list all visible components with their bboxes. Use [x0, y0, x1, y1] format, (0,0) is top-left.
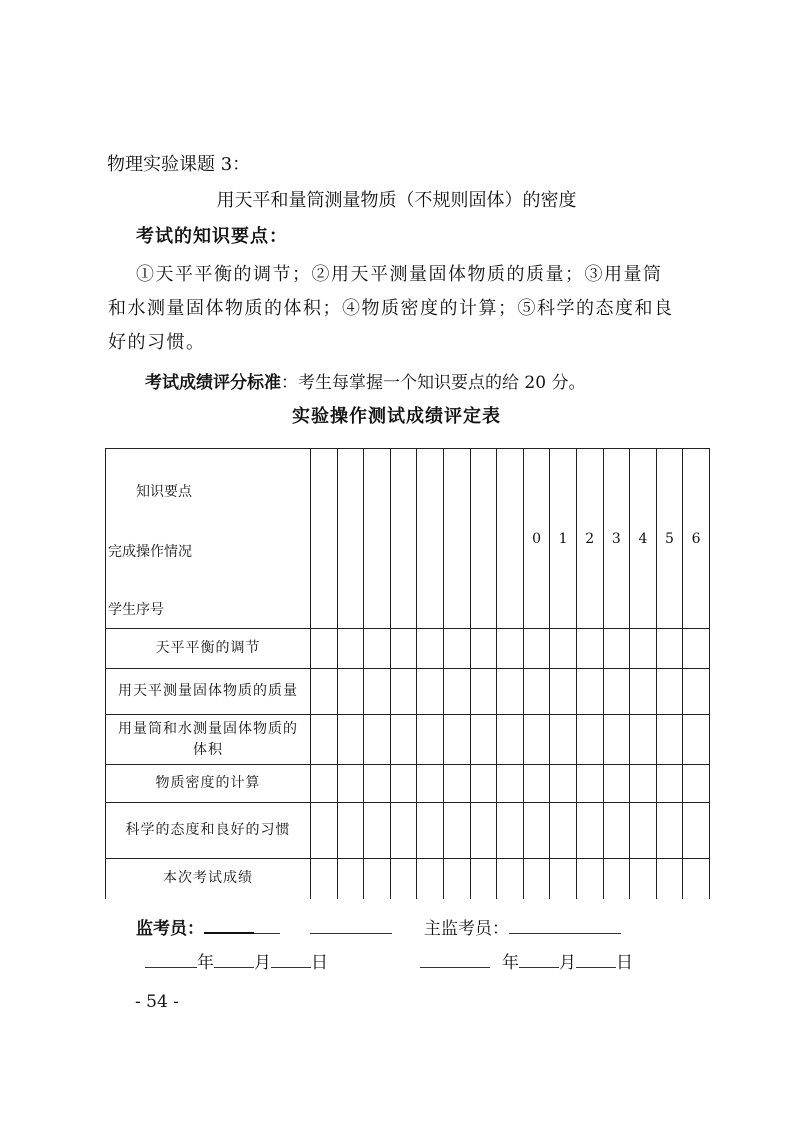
score-cell[interactable]	[630, 669, 657, 715]
chief-invigilator-label: 主监考员：	[424, 919, 509, 939]
score-cell[interactable]	[364, 629, 391, 669]
score-cell[interactable]	[630, 803, 657, 859]
score-cell[interactable]	[311, 669, 338, 715]
score-cell[interactable]	[417, 669, 444, 715]
scoring-standard-text: ：考生每掌握一个知识要点的给 20 分。	[281, 373, 586, 393]
scoring-standard	[145, 368, 585, 393]
score-cell[interactable]	[683, 715, 710, 765]
score-cell[interactable]	[390, 669, 417, 715]
day-label: 日	[311, 953, 328, 973]
table-row	[106, 803, 710, 859]
score-cell[interactable]	[364, 669, 391, 715]
score-cell[interactable]	[364, 859, 391, 899]
row-label: 科学的态度和良好的习惯	[106, 803, 311, 859]
score-cell[interactable]	[550, 803, 577, 859]
score-cell[interactable]	[523, 629, 550, 669]
month-label-2: 月	[559, 953, 576, 973]
score-cell[interactable]	[523, 765, 550, 803]
evaluation-table	[105, 448, 710, 899]
score-cell[interactable]	[656, 859, 683, 899]
student-number-cell: 1	[550, 449, 577, 629]
score-cell[interactable]	[470, 803, 497, 859]
page-number: - 54 -	[135, 992, 179, 1012]
score-cell[interactable]	[390, 629, 417, 669]
table-header-row	[106, 449, 710, 629]
score-cell[interactable]	[470, 629, 497, 669]
score-cell[interactable]	[443, 859, 470, 899]
score-cell[interactable]	[337, 803, 364, 859]
score-cell[interactable]	[656, 629, 683, 669]
doc-title: 用天平和量筒测量物质（不规则固体）的密度	[216, 190, 577, 211]
score-cell[interactable]	[470, 765, 497, 803]
month-blank[interactable]	[214, 949, 254, 968]
score-cell[interactable]	[417, 629, 444, 669]
score-cell[interactable]	[550, 629, 577, 669]
score-cell[interactable]	[497, 715, 524, 765]
score-cell[interactable]	[603, 803, 630, 859]
score-cell[interactable]	[576, 765, 603, 803]
blank-cell	[390, 449, 417, 629]
table-row	[106, 859, 710, 899]
score-cell[interactable]	[523, 715, 550, 765]
row-label: 用量筒和水测量固体物质的体积	[106, 715, 311, 765]
invigilator-label: 监考员：	[136, 919, 204, 939]
score-cell[interactable]	[630, 629, 657, 669]
score-cell[interactable]	[417, 859, 444, 899]
score-cell[interactable]	[497, 803, 524, 859]
score-cell[interactable]	[576, 803, 603, 859]
score-cell[interactable]	[603, 765, 630, 803]
score-cell[interactable]	[656, 803, 683, 859]
score-cell[interactable]	[390, 765, 417, 803]
score-cell[interactable]	[603, 669, 630, 715]
day-blank-2[interactable]	[576, 949, 616, 968]
signature-line-1	[136, 914, 621, 939]
blank-cell	[443, 449, 470, 629]
table-title: 实验操作测试成绩评定表	[292, 406, 501, 427]
student-number-cell: 3	[603, 449, 630, 629]
score-cell[interactable]	[417, 715, 444, 765]
score-cell[interactable]	[683, 629, 710, 669]
score-cell[interactable]	[576, 859, 603, 899]
score-cell[interactable]	[576, 669, 603, 715]
blank-cell	[311, 449, 338, 629]
score-cell[interactable]	[390, 859, 417, 899]
score-cell[interactable]	[364, 803, 391, 859]
day-blank[interactable]	[271, 949, 311, 968]
score-cell[interactable]	[443, 629, 470, 669]
score-cell[interactable]	[683, 765, 710, 803]
invigilator-blank-2[interactable]	[310, 915, 392, 934]
score-cell[interactable]	[390, 803, 417, 859]
score-cell[interactable]	[683, 803, 710, 859]
chief-invigilator-blank[interactable]	[509, 915, 621, 934]
score-cell[interactable]	[497, 859, 524, 899]
score-cell[interactable]	[470, 669, 497, 715]
score-cell[interactable]	[683, 669, 710, 715]
knowledge-points-heading: 考试的知识要点：	[136, 226, 288, 247]
score-cell[interactable]	[550, 669, 577, 715]
student-number-cell: 4	[630, 449, 657, 629]
score-cell[interactable]	[603, 629, 630, 669]
score-cell[interactable]	[576, 715, 603, 765]
blank-cell	[364, 449, 391, 629]
year-label: 年	[197, 953, 214, 973]
score-cell[interactable]	[603, 859, 630, 899]
year-blank-2[interactable]	[420, 949, 490, 968]
score-cell[interactable]	[576, 629, 603, 669]
table-row	[106, 765, 710, 803]
score-cell[interactable]	[337, 669, 364, 715]
score-cell[interactable]	[443, 715, 470, 765]
blank-cell	[497, 449, 524, 629]
score-cell[interactable]	[497, 765, 524, 803]
knowledge-points-line: ①天平平衡的调节；②用天平测量固体物质的质量；③用量筒	[136, 264, 663, 285]
score-cell[interactable]	[497, 629, 524, 669]
score-cell[interactable]	[523, 859, 550, 899]
row-label: 用天平测量固体物质的质量	[106, 669, 311, 715]
score-cell[interactable]	[656, 765, 683, 803]
invigilator-blank[interactable]	[204, 914, 254, 934]
knowledge-points-line: 和水测量固体物质的体积；④物质密度的计算；⑤科学的态度和良	[108, 298, 674, 319]
student-number-cell: 5	[656, 449, 683, 629]
score-cell[interactable]	[683, 859, 710, 899]
score-cell[interactable]	[523, 803, 550, 859]
score-cell[interactable]	[337, 765, 364, 803]
knowledge-points-line: 好的习惯。	[108, 332, 206, 353]
score-cell[interactable]	[364, 765, 391, 803]
blank-cell	[337, 449, 364, 629]
day-label-2: 日	[616, 953, 633, 973]
score-cell[interactable]	[390, 715, 417, 765]
score-cell[interactable]	[337, 859, 364, 899]
row-label: 本次考试成绩	[106, 859, 311, 899]
score-cell[interactable]	[311, 715, 338, 765]
header-diagonal-cell	[106, 449, 311, 629]
score-cell[interactable]	[550, 715, 577, 765]
header-knowledge-points: 知识要点	[136, 484, 192, 500]
score-cell[interactable]	[311, 803, 338, 859]
student-number-cell: 6	[683, 449, 710, 629]
score-cell[interactable]	[417, 803, 444, 859]
table-row	[106, 715, 710, 765]
month-label: 月	[254, 953, 271, 973]
table-row	[106, 629, 710, 669]
score-cell[interactable]	[630, 765, 657, 803]
score-cell[interactable]	[311, 765, 338, 803]
score-cell[interactable]	[550, 765, 577, 803]
student-number-cell: 2	[576, 449, 603, 629]
score-cell[interactable]	[337, 715, 364, 765]
score-cell[interactable]	[417, 765, 444, 803]
score-cell[interactable]	[337, 629, 364, 669]
signature-date-line	[145, 948, 633, 973]
doc-heading: 物理实验课题 3：	[107, 154, 251, 175]
blank-cell	[417, 449, 444, 629]
score-cell[interactable]	[470, 859, 497, 899]
invigilator-blank[interactable]	[254, 915, 280, 934]
score-cell[interactable]	[630, 859, 657, 899]
student-number-cell: 0	[523, 449, 550, 629]
score-cell[interactable]	[603, 715, 630, 765]
score-cell[interactable]	[630, 715, 657, 765]
score-cell[interactable]	[656, 669, 683, 715]
row-label: 天平平衡的调节	[106, 629, 311, 669]
score-cell[interactable]	[470, 715, 497, 765]
score-cell[interactable]	[311, 629, 338, 669]
scoring-standard-label: 考试成绩评分标准	[145, 373, 281, 393]
score-cell[interactable]	[443, 803, 470, 859]
score-cell[interactable]	[443, 669, 470, 715]
score-cell[interactable]	[497, 669, 524, 715]
header-student-no: 学生序号	[108, 602, 164, 618]
row-label: 物质密度的计算	[106, 765, 311, 803]
score-cell[interactable]	[550, 859, 577, 899]
month-blank-2[interactable]	[519, 949, 559, 968]
score-cell[interactable]	[523, 669, 550, 715]
score-cell[interactable]	[311, 859, 338, 899]
header-completion: 完成操作情况	[108, 544, 192, 560]
year-label-2: 年	[502, 953, 519, 973]
blank-cell	[470, 449, 497, 629]
score-cell[interactable]	[656, 715, 683, 765]
year-blank[interactable]	[145, 949, 197, 968]
score-cell[interactable]	[364, 715, 391, 765]
score-cell[interactable]	[443, 765, 470, 803]
table-row	[106, 669, 710, 715]
